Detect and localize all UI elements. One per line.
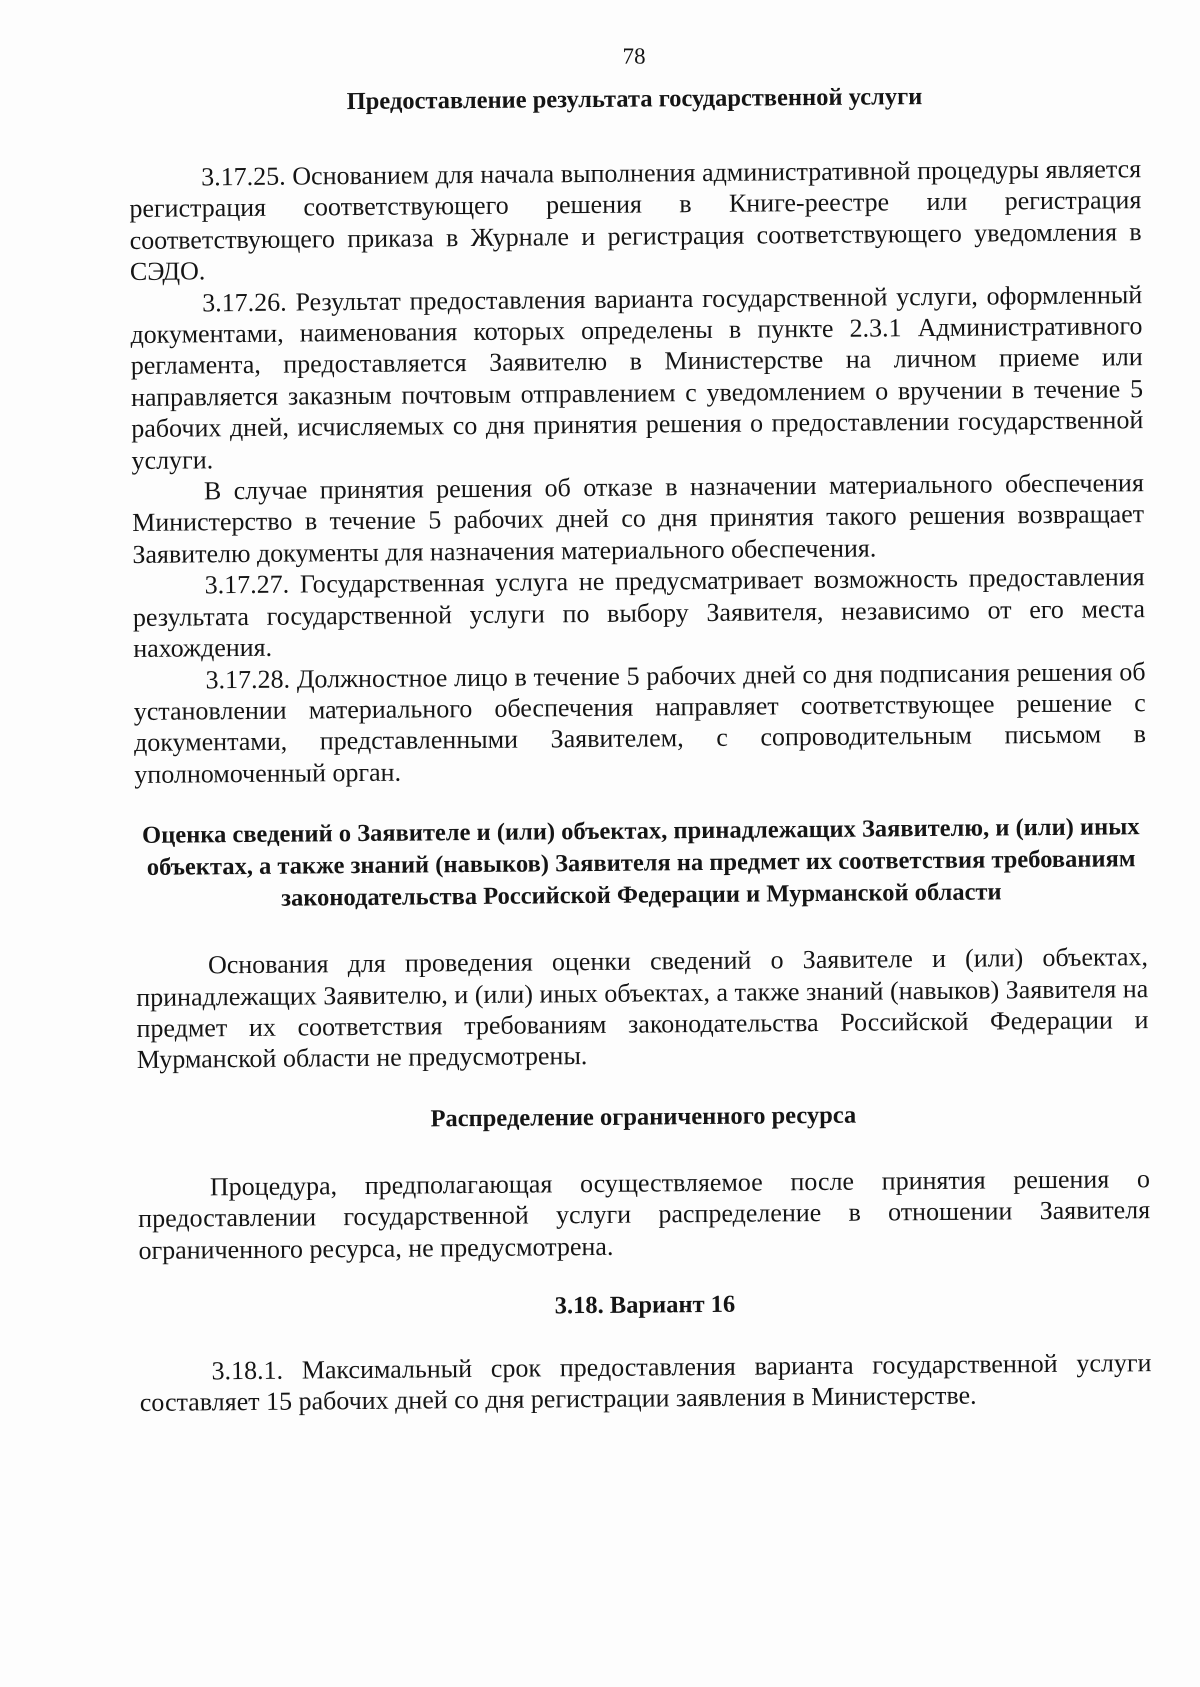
paragraph-assessment: Основания для проведения оценки сведений о Заявителе и (или) объектах, принадлежащих Заявителю, и (или) иных объектах, а также знаний (навыков) Заявителя на предмет их соответствия требованиям законодательства Российской Федерации и Мурманской области не предусмотрены. (136, 942, 1149, 1075)
paragraph-3-17-26: 3.17.26. Результат предоставления варианта государственной услуги, оформленный документами, наименования которых определены в пункте 2.3.1 Административного регламента, предоставляется Заявителю в Министерстве на личном приеме или направляется заказным почтовым отправлением с уведомлением о вручении в течение 5 рабочих дней, исчисляемых со дня принятия решения о предоставлении государственной услуги. (130, 279, 1144, 475)
section-heading-result: Предоставление результата государственной услуги (346, 83, 923, 116)
paragraph-refusal-case: В случае принятия решения об отказе в назначении материального обеспечения Министерство в течение 5 рабочих дней со дня принятия такого решения возвращает Заявителю документы для назначения материального обеспечения. (132, 468, 1145, 569)
paragraph-3-17-27: 3.17.27. Государственная услуга не предусматривает возможность предоставления результата государственной услуги по выбору Заявителя, независимо от его места нахождения. (132, 562, 1146, 664)
paragraph-3-17-28: 3.17.28. Должностное лицо в течение 5 рабочих дней со дня подписания решения об установлении материального обеспечения направляет соответствующее решение с документами, представленными Заявителем, с сопроводительным письмом в уполномоченный орган. (133, 656, 1147, 789)
paragraph-resource: Процедура, предполагающая осуществляемое после принятия решения о предоставлении государственной услуги распределение в отношении Заявителя ограниченного ресурса, не предусмотрена. (138, 1163, 1151, 1265)
page-number: 78 (622, 43, 646, 69)
paragraph-3-18-1: 3.18.1. Максимальный срок предоставления варианта государственной услуги составляет 15 рабочих дней со дня регистрации заявления в Министерстве. (139, 1348, 1152, 1418)
paragraph-3-17-25: 3.17.25. Основанием для начала выполнения административной процедуры является регистрация соответствующего решения в Книге-реестре или регистрация соответствующего приказа в Журнале и регистрация соответствующего уведомления в СЭДО. (129, 154, 1142, 287)
section-heading-variant-16: 3.18. Вариант 16 (554, 1290, 736, 1320)
section-heading-assessment: Оценка сведений о Заявителе и (или) объектах, принадлежащих Заявителю, и (или) иных объектах, а также знаний (навыков) Заявителя на предмет их соответствия требованиям законодательства Российской Федерации и Мурманской области (141, 813, 1140, 912)
section-heading-resource: Распределение ограниченного ресурса (430, 1101, 857, 1133)
page-content (128, 39, 1152, 1419)
